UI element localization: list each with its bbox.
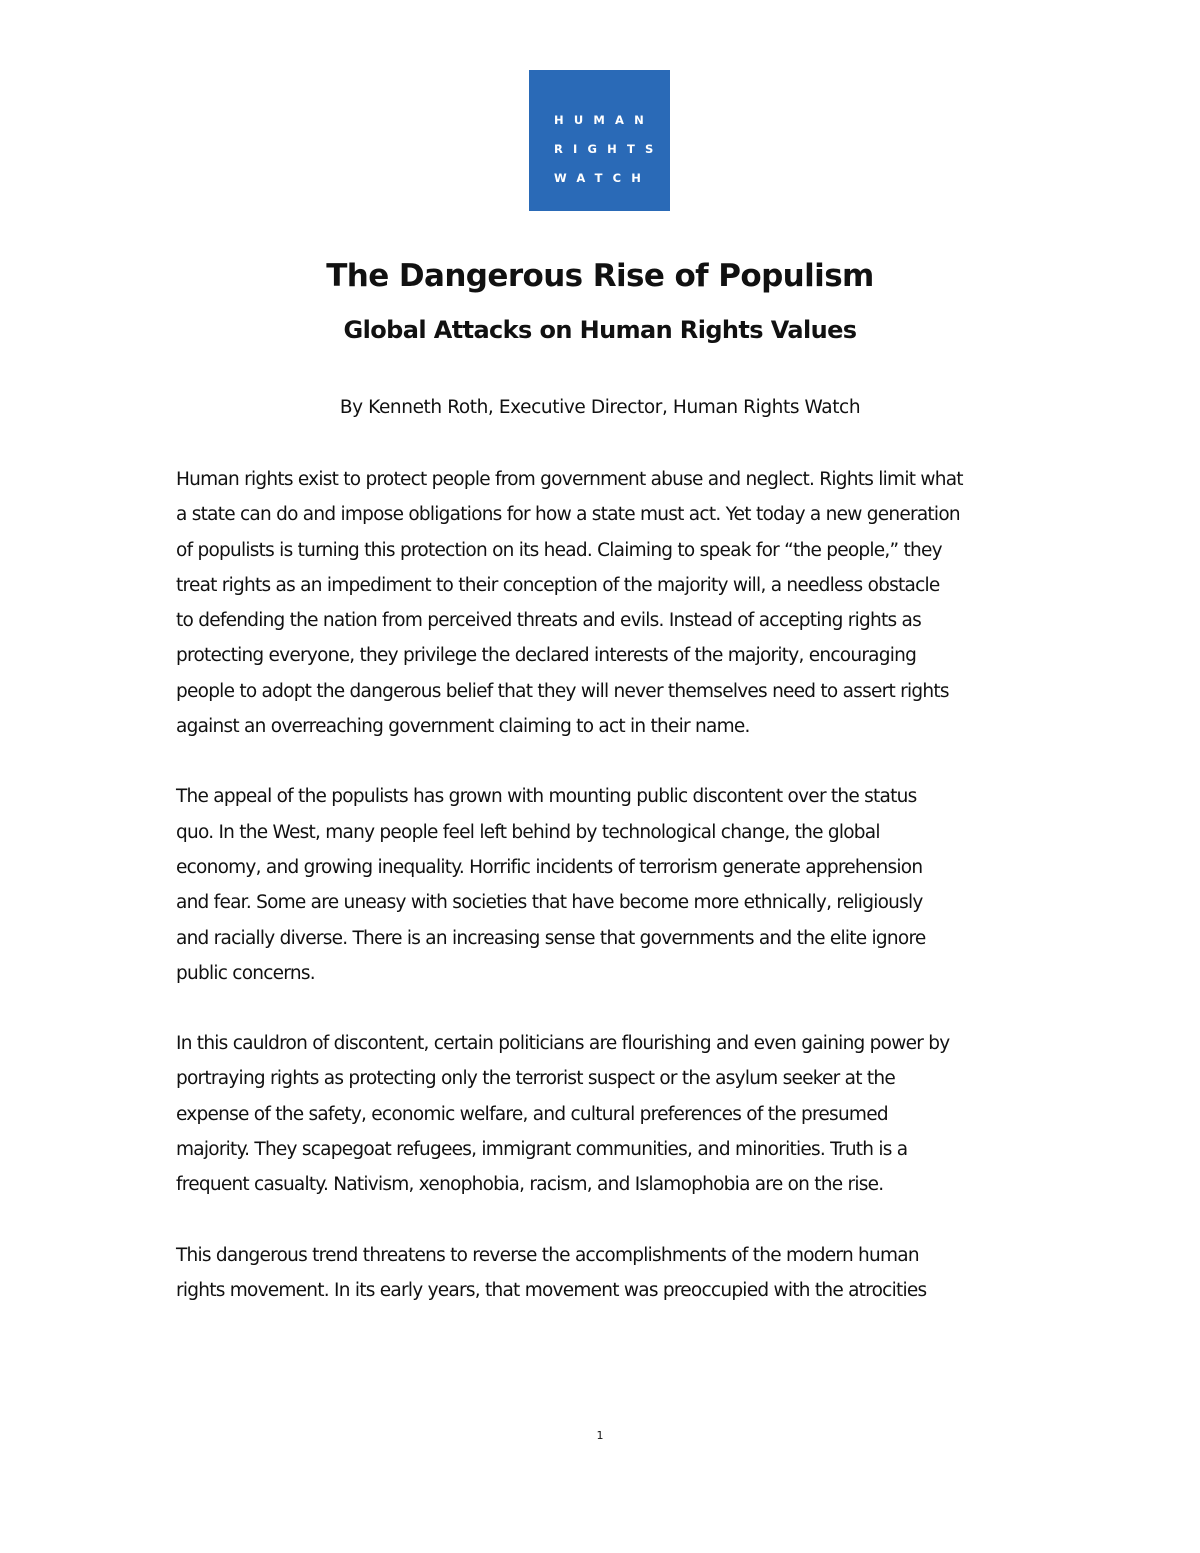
text-line: rights movement. In its early years, that movement was preoccupied with the atrocities [176, 1279, 927, 1301]
text-line: frequent casualty. Nativism, xenophobia, racism, and Islamophobia are on the rise. [176, 1174, 884, 1196]
text-line: In this cauldron of discontent, certain politicians are flourishing and even gaining power by [176, 1033, 950, 1055]
text-line: This dangerous trend threatens to reverse the accomplishments of the modern human [176, 1244, 919, 1266]
text-line: of populists is turning this protection on its head. Claiming to speak for “the people,” they [176, 539, 942, 561]
body-text [176, 462, 1036, 1343]
text-line: expense of the safety, economic welfare, and cultural preferences of the presumed [176, 1103, 888, 1125]
text-line: a state can do and impose obligations for how a state must act. Yet today a new generation [176, 504, 960, 526]
text-line: protecting everyone, they privilege the declared interests of the majority, encouraging [176, 645, 917, 667]
byline: By Kenneth Roth, Executive Director, Human Rights Watch [339, 397, 861, 418]
text-line: quo. In the West, many people feel left behind by technological change, the global [176, 821, 880, 843]
text-line: and racially diverse. There is an increasing sense that governments and the elite ignore [176, 927, 926, 949]
text-line: against an overreaching government claiming to act in their name. [176, 716, 750, 738]
paragraph-1 [176, 462, 1036, 744]
text-line: people to adopt the dangerous belief that they will never themselves need to assert rights [176, 680, 949, 702]
text-line: portraying rights as protecting only the terrorist suspect or the asylum seeker at the [176, 1068, 895, 1090]
paragraph-4 [176, 1238, 1036, 1309]
logo-line-3: WATCH [554, 171, 652, 185]
text-line: public concerns. [176, 962, 315, 984]
text-line: treat rights as an impediment to their conception of the majority will, a needless obstacle [176, 574, 940, 596]
page-number: 1 [596, 1429, 604, 1442]
paragraph-2 [176, 779, 1036, 991]
text-line: to defending the nation from perceived threats and evils. Instead of accepting rights as [176, 610, 921, 632]
text-line: economy, and growing inequality. Horrific incidents of terrorism generate apprehension [176, 856, 923, 878]
text-line: and fear. Some are uneasy with societies that have become more ethnically, religiously [176, 892, 923, 914]
text-line: Human rights exist to protect people from government abuse and neglect. Rights limit what [176, 469, 963, 490]
text-line: The appeal of the populists has grown with mounting public discontent over the status [176, 786, 917, 808]
logo-line-1: HUMAN [554, 113, 654, 127]
text-line: majority. They scapegoat refugees, immigrant communities, and minorities. Truth is a [176, 1139, 908, 1161]
hrw-logo [529, 70, 670, 211]
logo-line-2: RIGHTS [554, 142, 664, 156]
document-subtitle: Global Attacks on Human Rights Values [343, 316, 857, 344]
paragraph-3 [176, 1026, 1036, 1202]
document-title: The Dangerous Rise of Populism [326, 258, 874, 294]
